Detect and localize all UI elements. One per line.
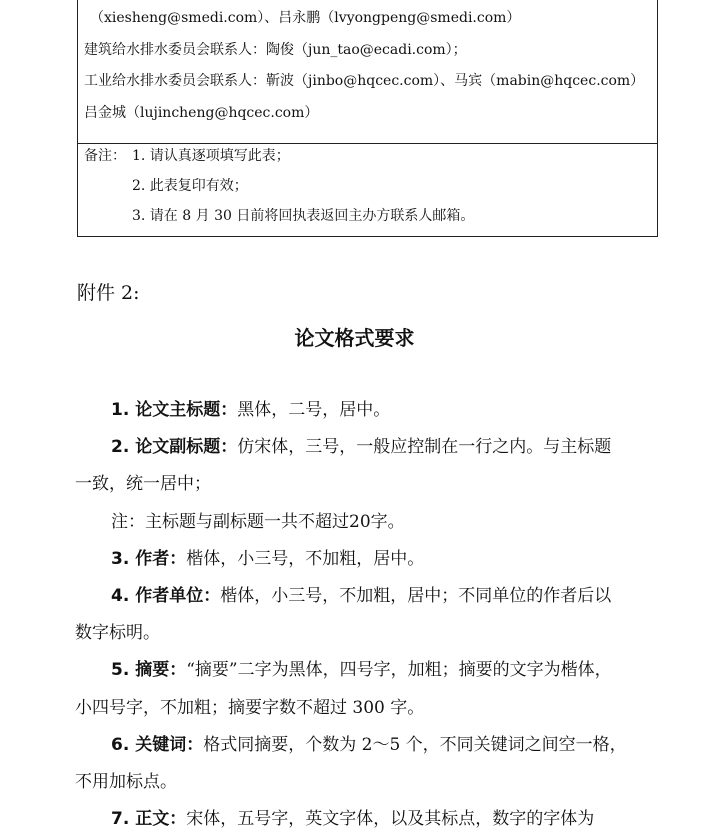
rule-2-cont: 一致，统一居中； [75,474,211,494]
rule-4-text: 楷体，小三号，不加粗，居中；不同单位的作者后以 [220,586,612,606]
rule-note: 注：主标题与副标题一共不超过20字。 [111,512,405,532]
rule-6 [111,734,627,756]
rule-4-cont: 数字标明。 [75,623,160,643]
rule-5 [111,659,612,681]
rule-2-label: 2. 论文副标题： [111,437,238,457]
contact-info-cell [77,0,658,144]
contact-line-industrial: 工业给水排水委员会联系人：靳波（jinbo@hqcec.com）、马宾（mabin@hqcec.com） [84,73,645,89]
contact-line-building: 建筑给水排水委员会联系人：陶俊（jun_tao@ecadi.com）； [84,42,467,58]
rule-3-label: 3. 作者： [111,549,187,569]
contact-line-cut [84,0,523,1]
rule-2 [111,436,611,458]
attachment-label: 附件 2: [77,282,140,304]
rule-5-label: 5. 摘要： [111,660,187,680]
contact-line-city-cont: （xiesheng@smedi.com）、吕永鹏（lvyongpeng@smedi.com） [90,10,521,26]
rule-4 [111,585,611,607]
page-title: 论文格式要求 [294,326,415,350]
rule-1 [111,399,390,421]
notes-prefix: 备注： [84,148,126,164]
notes-cell [77,143,658,237]
rule-7-label: 7. 正文： [111,809,187,829]
rule-1-label: 1. 论文主标题： [111,400,238,420]
contact-line-industrial-cont: 吕金城（lujincheng@hqcec.com） [84,105,319,121]
notes-item-3: 3. 请在 8 月 30 日前将回执表返回主办方联系人邮箱。 [132,208,475,224]
rule-1-text: 黑体，二号，居中。 [237,400,391,420]
rule-5-text: “摘要”二字为黑体，四号字，加粗；摘要的文字为楷体， [186,660,612,680]
rule-3 [111,548,424,570]
rule-4-label: 4. 作者单位： [111,586,221,606]
rule-5-cont: 小四号字，不加粗；摘要字数不超过 300 字。 [75,698,425,718]
notes-item-1: 1. 请认真逐项填写此表； [132,148,290,164]
rule-3-text: 楷体，小三号，不加粗，居中。 [186,549,425,569]
rule-6-cont: 不用加标点。 [75,772,177,792]
rule-6-label: 6. 关键词： [111,735,204,755]
rule-7-text: 宋体，五号字，英文字体，以及其标点，数字的字体为 [186,809,595,829]
rule-2-text: 仿宋体，三号，一般应控制在一行之内。与主标题 [237,437,612,457]
rule-6-text: 格式同摘要，个数为 2～5 个，不同关键词之间空一格， [203,735,627,755]
notes-item-2: 2. 此表复印有效； [132,178,248,194]
rule-7 [111,808,594,830]
